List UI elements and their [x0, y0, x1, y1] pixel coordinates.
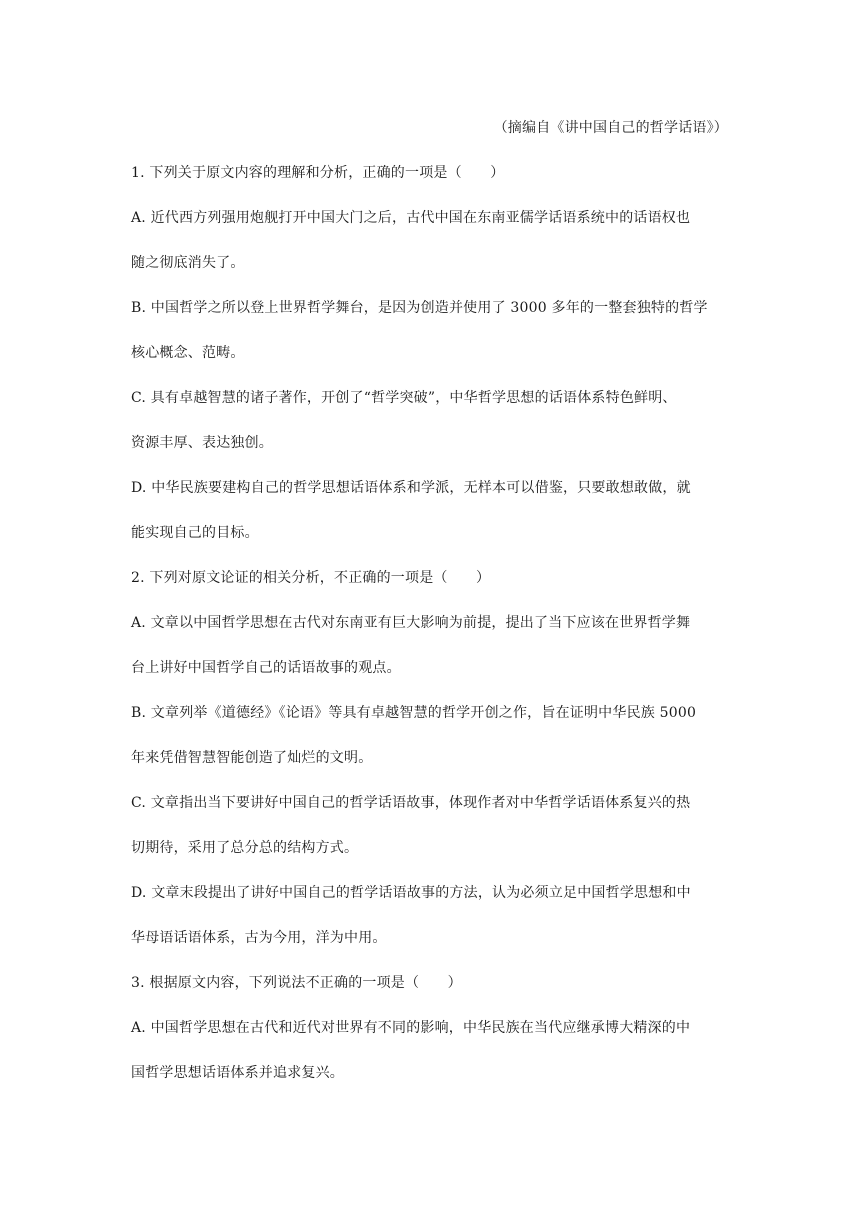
q3-option-a-line-1: A. 中国哲学思想在古代和近代对世界有不同的影响，中华民族在当代应继承博大精深的中	[131, 1020, 691, 1036]
question-1-stem: 1. 下列关于原文内容的理解和分析，正确的一项是（ ）	[131, 165, 505, 181]
question-3-stem: 3. 根据原文内容，下列说法不正确的一项是（ ）	[131, 975, 462, 991]
source-citation: （摘编自《讲中国自己的哲学话语》）	[493, 120, 728, 136]
q2-option-d-line-1: D. 文章末段提出了讲好中国自己的哲学话语故事的方法，认为必须立足中国哲学思想和中	[131, 885, 691, 901]
q2-option-c-line-1: C. 文章指出当下要讲好中国自己的哲学话语故事，体现作者对中华哲学话语体系复兴的热	[131, 795, 691, 811]
q2-option-d-line-2: 华母语话语体系，古为今用，洋为中用。	[131, 930, 387, 946]
q1-option-a-line-1: A. 近代西方列强用炮舰打开中国大门之后，古代中国在东南亚儒学话语系统中的话语权也	[131, 210, 691, 226]
q2-option-b-line-1: B. 文章列举《道德经》《论语》等具有卓越智慧的哲学开创之作，旨在证明中华民族 5000	[131, 705, 697, 721]
question-2-stem: 2. 下列对原文论证的相关分析，不正确的一项是（ ）	[131, 570, 491, 586]
q1-option-b-line-1: B. 中国哲学之所以登上世界哲学舞台，是因为创造并使用了 3000 多年的一整套独特的哲学	[131, 300, 708, 316]
q1-option-d-line-1: D. 中华民族要建构自己的哲学思想话语体系和学派，无样本可以借鉴，只要敢想敢做，就	[131, 480, 691, 496]
q2-option-a-line-2: 台上讲好中国哲学自己的话语故事的观点。	[131, 660, 401, 676]
q2-option-a-line-1: A. 文章以中国哲学思想在古代对东南亚有巨大影响为前提，提出了当下应该在世界哲学舞	[131, 615, 691, 631]
q2-option-b-line-2: 年来凭借智慧智能创造了灿烂的文明。	[131, 750, 373, 766]
q3-option-a-line-2: 国哲学思想话语体系并追求复兴。	[131, 1065, 344, 1081]
q1-option-b-line-2: 核心概念、范畴。	[131, 345, 245, 361]
q1-option-d-line-2: 能实现自己的目标。	[131, 525, 259, 541]
q2-option-c-line-2: 切期待，采用了总分总的结构方式。	[131, 840, 359, 856]
q1-option-a-line-2: 随之彻底消失了。	[131, 255, 245, 271]
q1-option-c-line-1: C. 具有卓越智慧的诸子著作，开创了“哲学突破”，中华哲学思想的话语体系特色鲜明、	[131, 390, 677, 406]
q1-option-c-line-2: 资源丰厚、表达独创。	[131, 435, 273, 451]
